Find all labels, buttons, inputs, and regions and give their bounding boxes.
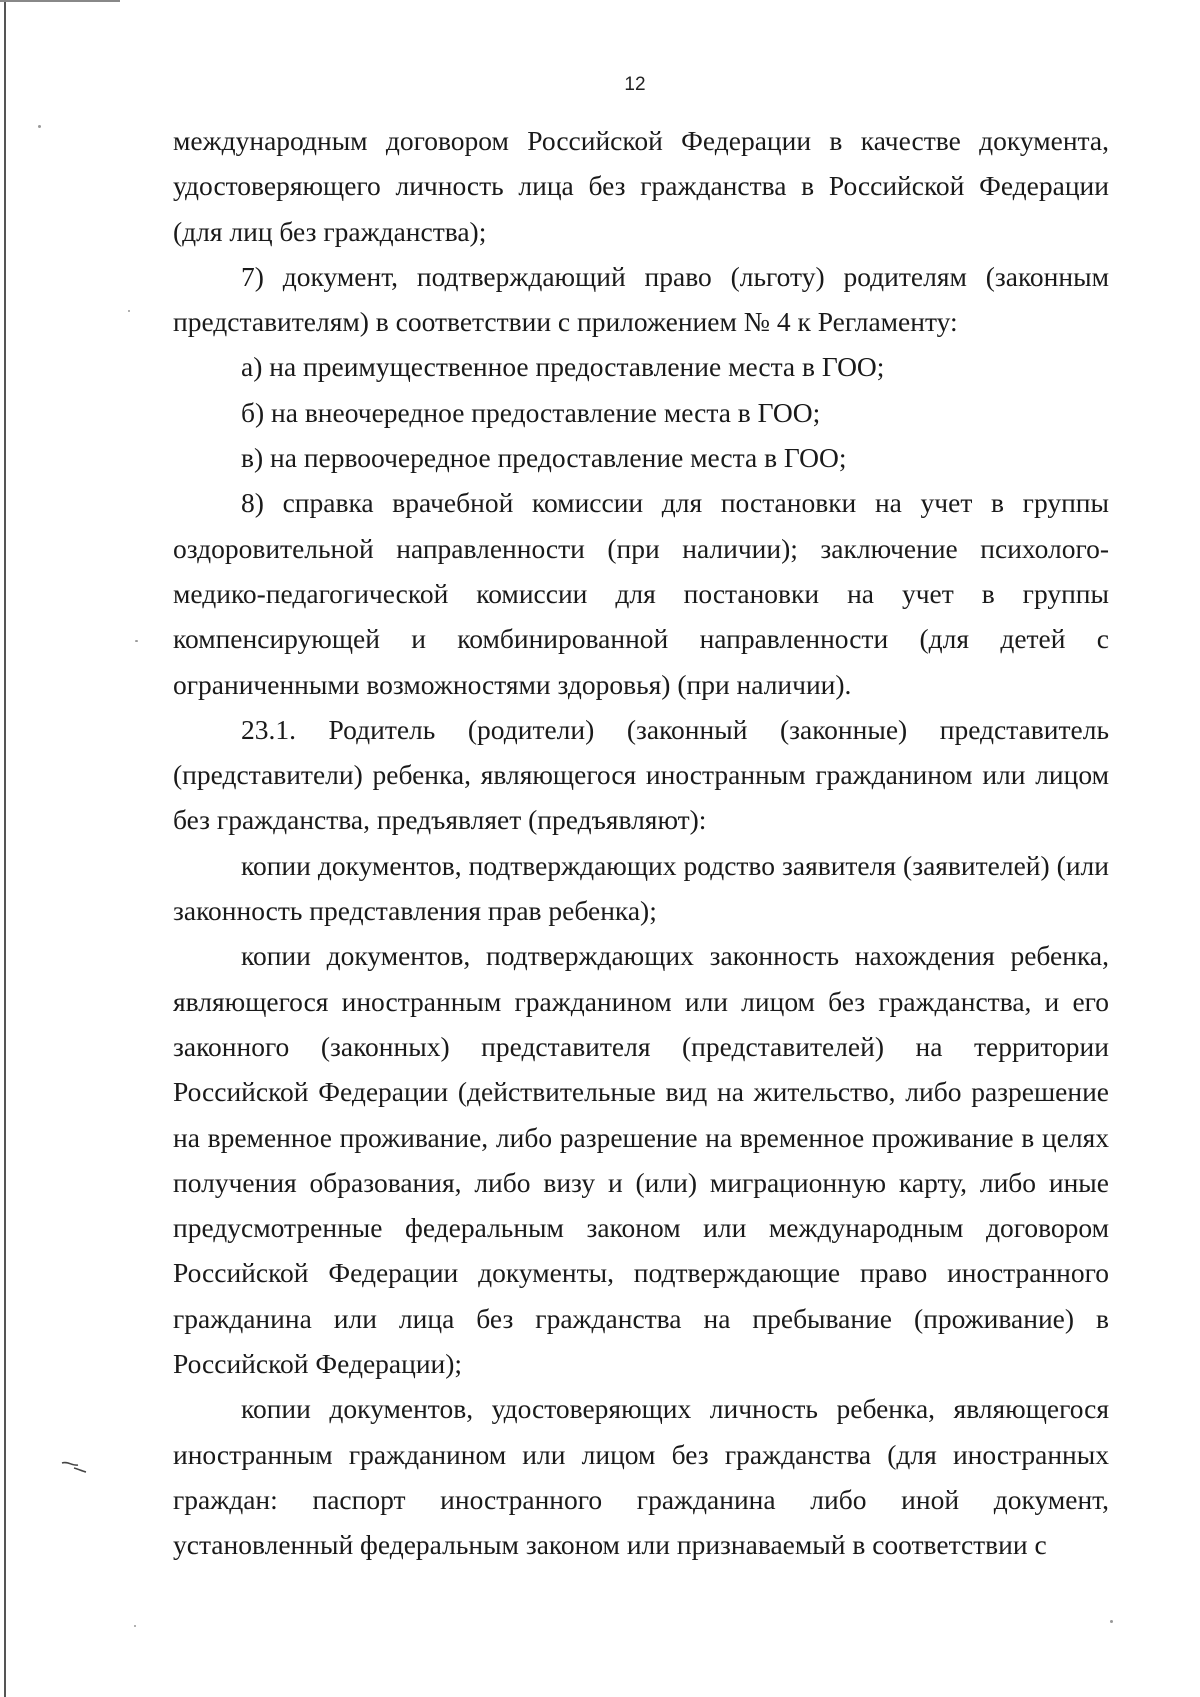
- paragraph-continuation: международным договором Российской Федерации в качестве документа, удостоверяющего личность лица без гражданства в Российской Федерации (для лиц без гражданства);: [173, 125, 1109, 247]
- paragraph-item-7: 7) документ, подтверждающий право (льготу) родителям (законным представителям) в соответствии с приложением № 4 к Регламенту:: [173, 260, 1109, 338]
- document-body: [173, 118, 1109, 1568]
- scan-edge-top: [0, 0, 120, 2]
- paragraph-section-23-1: 23.1. Родитель (родители) (законный (законные) представитель (представители) ребенка, являющегося иностранным гражданином или лицом без гражданства, предъявляет (предъявляют):: [173, 713, 1109, 836]
- scan-speck: [135, 640, 138, 642]
- scan-speck: [38, 125, 41, 128]
- paragraph-subitem-a: а) на преимущественное предоставление места в ГОО;: [241, 351, 885, 383]
- paragraph-kinship-docs: копии документов, подтверждающих родство заявителя (заявителей) (или законность представления прав ребенка);: [173, 849, 1109, 927]
- paragraph-identity-docs: копии документов, удостоверяющих личность ребенка, являющегося иностранным гражданином или лицом без гражданства (для иностранных граждан: паспорт иностранного гражданина либо иной документ, установленный федеральным законом или признаваемый в соответствии с: [173, 1393, 1109, 1561]
- paragraph-subitem-v: в) на первоочередное предоставление места в ГОО;: [241, 442, 847, 474]
- page-number: 12: [624, 74, 646, 95]
- scan-speck: [1110, 1620, 1113, 1623]
- paragraph-item-8: 8) справка врачебной комиссии для постановки на учет в группы оздоровительной направленности (при наличии); заключение психолого-медико-педагогической комиссии для постановки на учет в группы компенсирующей и комбинированной направленности (для детей с ограниченными возможностями здоровья) (при наличии).: [173, 487, 1109, 700]
- paragraph-subitem-b: б) на внеочередное предоставление места в ГОО;: [241, 396, 821, 428]
- scan-speck: [128, 310, 130, 312]
- paragraph-residence-docs: копии документов, подтверждающих законность нахождения ребенка, являющегося иностранным гражданином или лицом без гражданства, и его законного (законных) представителя (представителей) на территории Российской Федерации (действительные вид на жительство, либо разрешение на временное проживание, либо разрешение на временное проживание в целях получения образования, либо визу и (или) миграционную карту, либо иные предусмотренные федеральным законом или международным договором Российской Федерации документы, подтверждающие право иностранного гражданина или лица без гражданства на пребывание (проживание) в Российской Федерации);: [173, 940, 1109, 1380]
- scan-speck: [134, 1625, 136, 1627]
- pen-mark: [60, 1460, 88, 1474]
- scan-edge-left: [4, 0, 6, 1697]
